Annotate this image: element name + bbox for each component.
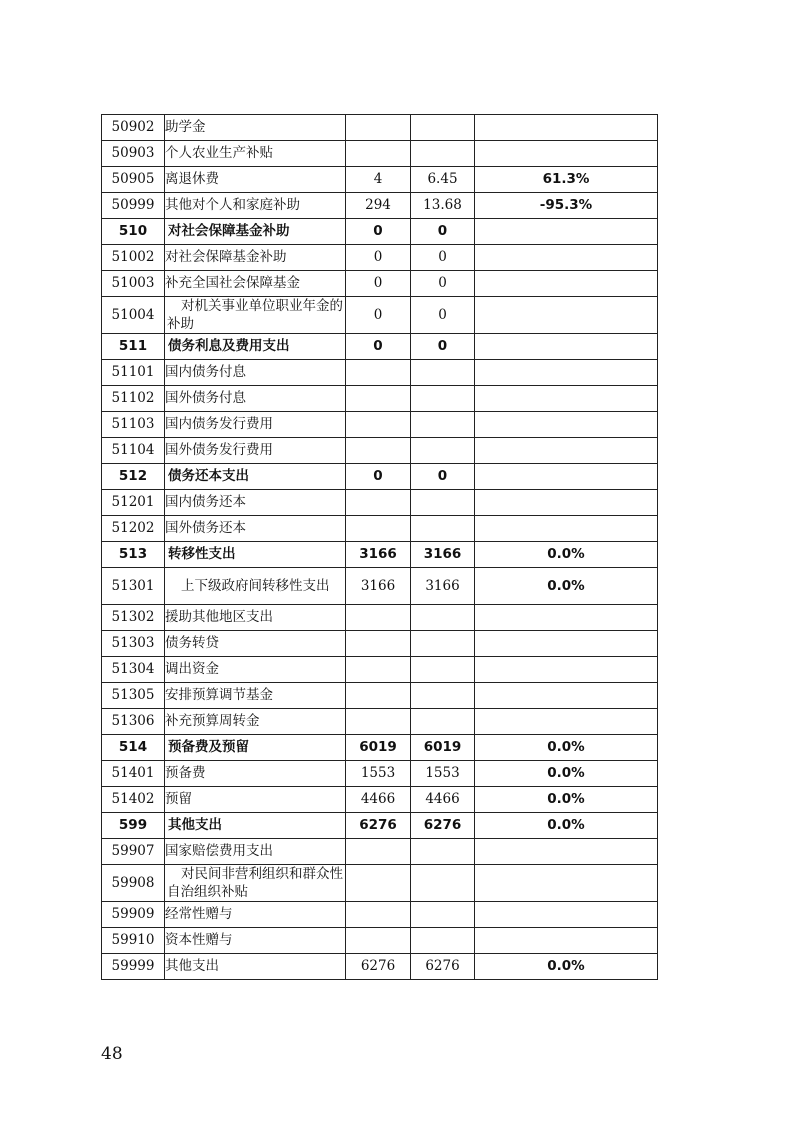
account-code-cell: 512: [102, 464, 165, 490]
table-row: [102, 167, 658, 193]
account-name-cell: 国外债务付息: [165, 386, 346, 412]
account-code-cell: 51303: [102, 631, 165, 657]
account-name-cell: 债务转贷: [165, 631, 346, 657]
category-row: [102, 813, 658, 839]
account-name-cell: 国内债务付息: [165, 360, 346, 386]
account-code-cell: 51402: [102, 787, 165, 813]
percent-change-cell: 0.0%: [475, 787, 658, 813]
table-row: [102, 271, 658, 297]
table-row: [102, 115, 658, 141]
table-row: [102, 297, 658, 334]
value-cell-2: [411, 438, 475, 464]
percent-change-cell: 0.0%: [475, 813, 658, 839]
account-name-cell: 补充预算周转金: [165, 709, 346, 735]
value-cell-1: [346, 516, 411, 542]
value-cell-2: 13.68: [411, 193, 475, 219]
account-name-cell: 其他支出: [165, 954, 346, 980]
table-row: [102, 657, 658, 683]
account-code-cell: 59910: [102, 928, 165, 954]
value-cell-2: [411, 412, 475, 438]
category-row: [102, 735, 658, 761]
account-name-cell: 其他对个人和家庭补助: [165, 193, 346, 219]
account-code-cell: 59907: [102, 839, 165, 865]
percent-change-cell: 0.0%: [475, 735, 658, 761]
table-row: [102, 516, 658, 542]
value-cell-1: [346, 902, 411, 928]
budget-table: [101, 114, 658, 980]
value-cell-2: [411, 657, 475, 683]
value-cell-2: [411, 839, 475, 865]
account-code-cell: 51302: [102, 605, 165, 631]
percent-change-cell: [475, 865, 658, 902]
percent-change-cell: [475, 490, 658, 516]
value-cell-2: 0: [411, 334, 475, 360]
percent-change-cell: 61.3%: [475, 167, 658, 193]
value-cell-1: [346, 709, 411, 735]
account-name-cell: 国外债务还本: [165, 516, 346, 542]
account-code-cell: 50902: [102, 115, 165, 141]
account-code-cell: 513: [102, 542, 165, 568]
account-name-cell: 债务还本支出: [165, 464, 346, 490]
value-cell-2: [411, 516, 475, 542]
table-row: [102, 386, 658, 412]
value-cell-1: 6276: [346, 954, 411, 980]
table-row: [102, 438, 658, 464]
value-cell-2: 6276: [411, 813, 475, 839]
table-row: [102, 141, 658, 167]
value-cell-1: 6276: [346, 813, 411, 839]
value-cell-1: 0: [346, 271, 411, 297]
percent-change-cell: [475, 464, 658, 490]
value-cell-2: [411, 141, 475, 167]
value-cell-1: [346, 839, 411, 865]
account-name-cell: 转移性支出: [165, 542, 346, 568]
account-code-cell: 50999: [102, 193, 165, 219]
value-cell-1: 1553: [346, 761, 411, 787]
percent-change-cell: -95.3%: [475, 193, 658, 219]
table-row: [102, 865, 658, 902]
table-row: [102, 605, 658, 631]
value-cell-1: 0: [346, 297, 411, 334]
value-cell-1: [346, 360, 411, 386]
account-name-cell: 资本性赠与: [165, 928, 346, 954]
value-cell-1: [346, 683, 411, 709]
percent-change-cell: [475, 438, 658, 464]
value-cell-2: 0: [411, 464, 475, 490]
account-name-cell: 预备费: [165, 761, 346, 787]
account-name-cell: 预备费及预留: [165, 735, 346, 761]
table-row: [102, 709, 658, 735]
account-code-cell: 59999: [102, 954, 165, 980]
value-cell-2: 0: [411, 297, 475, 334]
category-row: [102, 219, 658, 245]
account-name-cell: 国家赔偿费用支出: [165, 839, 346, 865]
value-cell-2: [411, 631, 475, 657]
account-code-cell: 51202: [102, 516, 165, 542]
account-name-cell: 国内债务还本: [165, 490, 346, 516]
account-name-cell: 预留: [165, 787, 346, 813]
table-row: [102, 787, 658, 813]
value-cell-2: 6019: [411, 735, 475, 761]
percent-change-cell: [475, 360, 658, 386]
value-cell-2: [411, 683, 475, 709]
value-cell-2: [411, 605, 475, 631]
account-name-cell: 上下级政府间转移性支出: [165, 568, 346, 605]
account-code-cell: 51305: [102, 683, 165, 709]
table-row: [102, 193, 658, 219]
category-row: [102, 464, 658, 490]
percent-change-cell: [475, 386, 658, 412]
value-cell-2: 6276: [411, 954, 475, 980]
account-code-cell: 51301: [102, 568, 165, 605]
percent-change-cell: [475, 631, 658, 657]
value-cell-1: 3166: [346, 568, 411, 605]
percent-change-cell: [475, 928, 658, 954]
percent-change-cell: 0.0%: [475, 568, 658, 605]
percent-change-cell: [475, 605, 658, 631]
account-code-cell: 51306: [102, 709, 165, 735]
percent-change-cell: 0.0%: [475, 954, 658, 980]
table-row: [102, 761, 658, 787]
value-cell-1: 3166: [346, 542, 411, 568]
table-row: [102, 683, 658, 709]
percent-change-cell: [475, 902, 658, 928]
value-cell-1: [346, 631, 411, 657]
value-cell-2: [411, 865, 475, 902]
account-code-cell: 599: [102, 813, 165, 839]
percent-change-cell: [475, 219, 658, 245]
account-name-cell: 对机关事业单位职业年金的补助: [165, 297, 346, 334]
page-number: 48: [101, 1044, 123, 1064]
account-name-cell: 补充全国社会保障基金: [165, 271, 346, 297]
value-cell-1: [346, 438, 411, 464]
value-cell-1: [346, 115, 411, 141]
percent-change-cell: 0.0%: [475, 761, 658, 787]
account-name-cell: 离退休费: [165, 167, 346, 193]
value-cell-2: [411, 902, 475, 928]
value-cell-2: 0: [411, 219, 475, 245]
value-cell-1: [346, 141, 411, 167]
account-name-cell: 安排预算调节基金: [165, 683, 346, 709]
table-row: [102, 928, 658, 954]
value-cell-2: [411, 386, 475, 412]
value-cell-2: [411, 360, 475, 386]
account-code-cell: 514: [102, 735, 165, 761]
account-name-cell: 对社会保障基金补助: [165, 245, 346, 271]
table-row: [102, 954, 658, 980]
value-cell-2: 3166: [411, 568, 475, 605]
value-cell-1: [346, 865, 411, 902]
value-cell-2: 0: [411, 271, 475, 297]
percent-change-cell: [475, 516, 658, 542]
account-code-cell: 51103: [102, 412, 165, 438]
value-cell-2: 1553: [411, 761, 475, 787]
account-code-cell: 59909: [102, 902, 165, 928]
account-name-cell: 对民间非营利组织和群众性自治组织补贴: [165, 865, 346, 902]
table-row: [102, 839, 658, 865]
account-name-cell: 国外债务发行费用: [165, 438, 346, 464]
percent-change-cell: [475, 115, 658, 141]
category-row: [102, 542, 658, 568]
account-name-cell: 助学金: [165, 115, 346, 141]
percent-change-cell: [475, 839, 658, 865]
account-code-cell: 51401: [102, 761, 165, 787]
account-code-cell: 59908: [102, 865, 165, 902]
account-code-cell: 51201: [102, 490, 165, 516]
account-name-cell: 国内债务发行费用: [165, 412, 346, 438]
value-cell-2: 6.45: [411, 167, 475, 193]
table-row: [102, 490, 658, 516]
value-cell-2: [411, 115, 475, 141]
budget-table-body: [102, 115, 658, 980]
value-cell-1: 0: [346, 245, 411, 271]
value-cell-1: [346, 386, 411, 412]
value-cell-2: 0: [411, 245, 475, 271]
percent-change-cell: [475, 709, 658, 735]
account-name-cell: 债务利息及费用支出: [165, 334, 346, 360]
account-name-cell: 其他支出: [165, 813, 346, 839]
percent-change-cell: [475, 334, 658, 360]
percent-change-cell: [475, 245, 658, 271]
value-cell-1: 0: [346, 219, 411, 245]
value-cell-1: [346, 605, 411, 631]
account-name-cell: 个人农业生产补贴: [165, 141, 346, 167]
table-row: [102, 902, 658, 928]
value-cell-1: 4466: [346, 787, 411, 813]
account-name-cell: 经常性赠与: [165, 902, 346, 928]
value-cell-1: [346, 928, 411, 954]
account-code-cell: 510: [102, 219, 165, 245]
value-cell-1: [346, 412, 411, 438]
percent-change-cell: [475, 271, 658, 297]
account-name-cell: 调出资金: [165, 657, 346, 683]
value-cell-2: [411, 709, 475, 735]
value-cell-2: [411, 490, 475, 516]
account-code-cell: 50905: [102, 167, 165, 193]
value-cell-1: 0: [346, 334, 411, 360]
table-row: [102, 360, 658, 386]
account-code-cell: 511: [102, 334, 165, 360]
category-row: [102, 334, 658, 360]
account-code-cell: 51002: [102, 245, 165, 271]
percent-change-cell: [475, 141, 658, 167]
account-code-cell: 51101: [102, 360, 165, 386]
value-cell-1: 6019: [346, 735, 411, 761]
table-row: [102, 412, 658, 438]
value-cell-1: [346, 657, 411, 683]
table-row: [102, 631, 658, 657]
table-row: [102, 245, 658, 271]
percent-change-cell: [475, 657, 658, 683]
value-cell-1: 0: [346, 464, 411, 490]
account-code-cell: 51304: [102, 657, 165, 683]
account-code-cell: 51004: [102, 297, 165, 334]
value-cell-1: 4: [346, 167, 411, 193]
account-code-cell: 51003: [102, 271, 165, 297]
account-code-cell: 51104: [102, 438, 165, 464]
value-cell-2: 4466: [411, 787, 475, 813]
value-cell-1: [346, 490, 411, 516]
account-code-cell: 50903: [102, 141, 165, 167]
percent-change-cell: [475, 412, 658, 438]
percent-change-cell: [475, 297, 658, 334]
account-code-cell: 51102: [102, 386, 165, 412]
account-name-cell: 援助其他地区支出: [165, 605, 346, 631]
account-name-cell: 对社会保障基金补助: [165, 219, 346, 245]
percent-change-cell: [475, 683, 658, 709]
percent-change-cell: 0.0%: [475, 542, 658, 568]
value-cell-2: [411, 928, 475, 954]
value-cell-1: 294: [346, 193, 411, 219]
value-cell-2: 3166: [411, 542, 475, 568]
table-row: [102, 568, 658, 605]
